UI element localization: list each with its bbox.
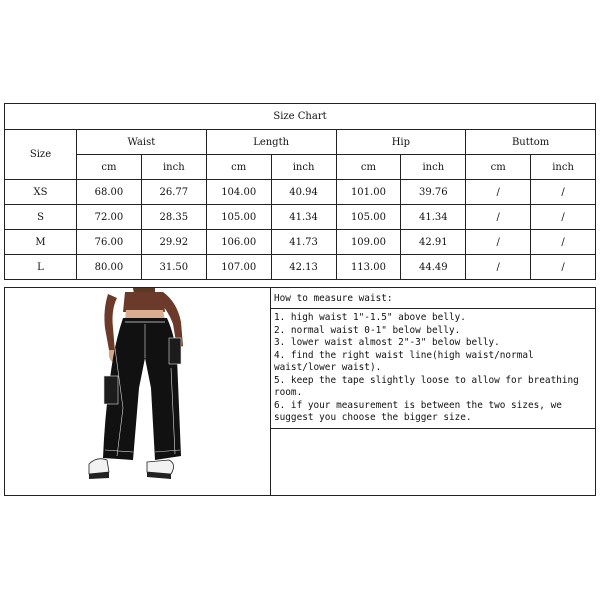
chart-title: Size Chart xyxy=(5,104,596,130)
table-cell: 42.91 xyxy=(401,230,466,255)
table-cell: 68.00 xyxy=(77,180,142,205)
unit-header: cm xyxy=(77,155,142,180)
table-cell: 109.00 xyxy=(336,230,401,255)
table-cell: 41.34 xyxy=(271,205,336,230)
table-cell: 113.00 xyxy=(336,255,401,280)
table-row xyxy=(5,180,596,205)
list-item: 3. lower waist almost 2"-3" below belly. xyxy=(274,337,500,348)
table-cell: 42.13 xyxy=(271,255,336,280)
unit-header: inch xyxy=(531,155,596,180)
table-cell: 107.00 xyxy=(206,255,271,280)
table-cell: / xyxy=(466,255,531,280)
list-item: 1. high waist 1"-1.5" above belly. xyxy=(274,312,466,323)
group-header-hip: Hip xyxy=(336,130,466,155)
table-cell: 40.94 xyxy=(271,180,336,205)
table-cell: 72.00 xyxy=(77,205,142,230)
table-cell: 105.00 xyxy=(206,205,271,230)
size-label: XS xyxy=(5,180,77,205)
notes-list xyxy=(271,309,595,429)
unit-header: cm xyxy=(466,155,531,180)
table-cell: 41.73 xyxy=(271,230,336,255)
table-cell: 39.76 xyxy=(401,180,466,205)
size-chart-wrapper xyxy=(4,103,596,280)
unit-header: cm xyxy=(336,155,401,180)
table-cell: 76.00 xyxy=(77,230,142,255)
table-cell: / xyxy=(466,230,531,255)
table-row xyxy=(5,205,596,230)
group-header-length: Length xyxy=(206,130,336,155)
table-row xyxy=(5,230,596,255)
table-cell: 41.34 xyxy=(401,205,466,230)
table-cell: 106.00 xyxy=(206,230,271,255)
table-cell: 80.00 xyxy=(77,255,142,280)
unit-header: inch xyxy=(141,155,206,180)
list-item: 4. find the right waist line(high waist/normal waist/lower waist). xyxy=(274,349,534,373)
unit-header: cm xyxy=(206,155,271,180)
measure-notes xyxy=(271,288,595,495)
group-header-waist: Waist xyxy=(77,130,207,155)
size-label: S xyxy=(5,205,77,230)
unit-header: inch xyxy=(271,155,336,180)
list-item: 6. if your measurement is between the two sizes, we suggest you choose the bigger size. xyxy=(274,399,562,423)
table-cell: / xyxy=(531,205,596,230)
list-item: 2. normal waist 0-1" below belly. xyxy=(274,324,461,336)
table-cell: 26.77 xyxy=(141,180,206,205)
model-illustration xyxy=(5,288,269,495)
list-item: 5. keep the tape slightly loose to allow for breathing room. xyxy=(274,374,579,398)
table-cell: 29.92 xyxy=(141,230,206,255)
unit-header: inch xyxy=(401,155,466,180)
size-header: Size xyxy=(5,130,77,180)
table-cell: 44.49 xyxy=(401,255,466,280)
table-cell: 101.00 xyxy=(336,180,401,205)
table-cell: / xyxy=(466,205,531,230)
table-cell: / xyxy=(531,255,596,280)
size-chart-table xyxy=(4,103,596,280)
table-cell: / xyxy=(531,180,596,205)
size-label: M xyxy=(5,230,77,255)
table-cell: 31.50 xyxy=(141,255,206,280)
model-photo xyxy=(5,288,271,495)
size-label: L xyxy=(5,255,77,280)
table-cell: / xyxy=(531,230,596,255)
table-cell: 28.35 xyxy=(141,205,206,230)
group-header-buttom: Buttom xyxy=(466,130,596,155)
notes-heading: How to measure waist: xyxy=(271,288,595,309)
table-cell: 104.00 xyxy=(206,180,271,205)
measure-guide-panel xyxy=(4,287,596,496)
table-row xyxy=(5,255,596,280)
table-cell: 105.00 xyxy=(336,205,401,230)
table-cell: / xyxy=(466,180,531,205)
